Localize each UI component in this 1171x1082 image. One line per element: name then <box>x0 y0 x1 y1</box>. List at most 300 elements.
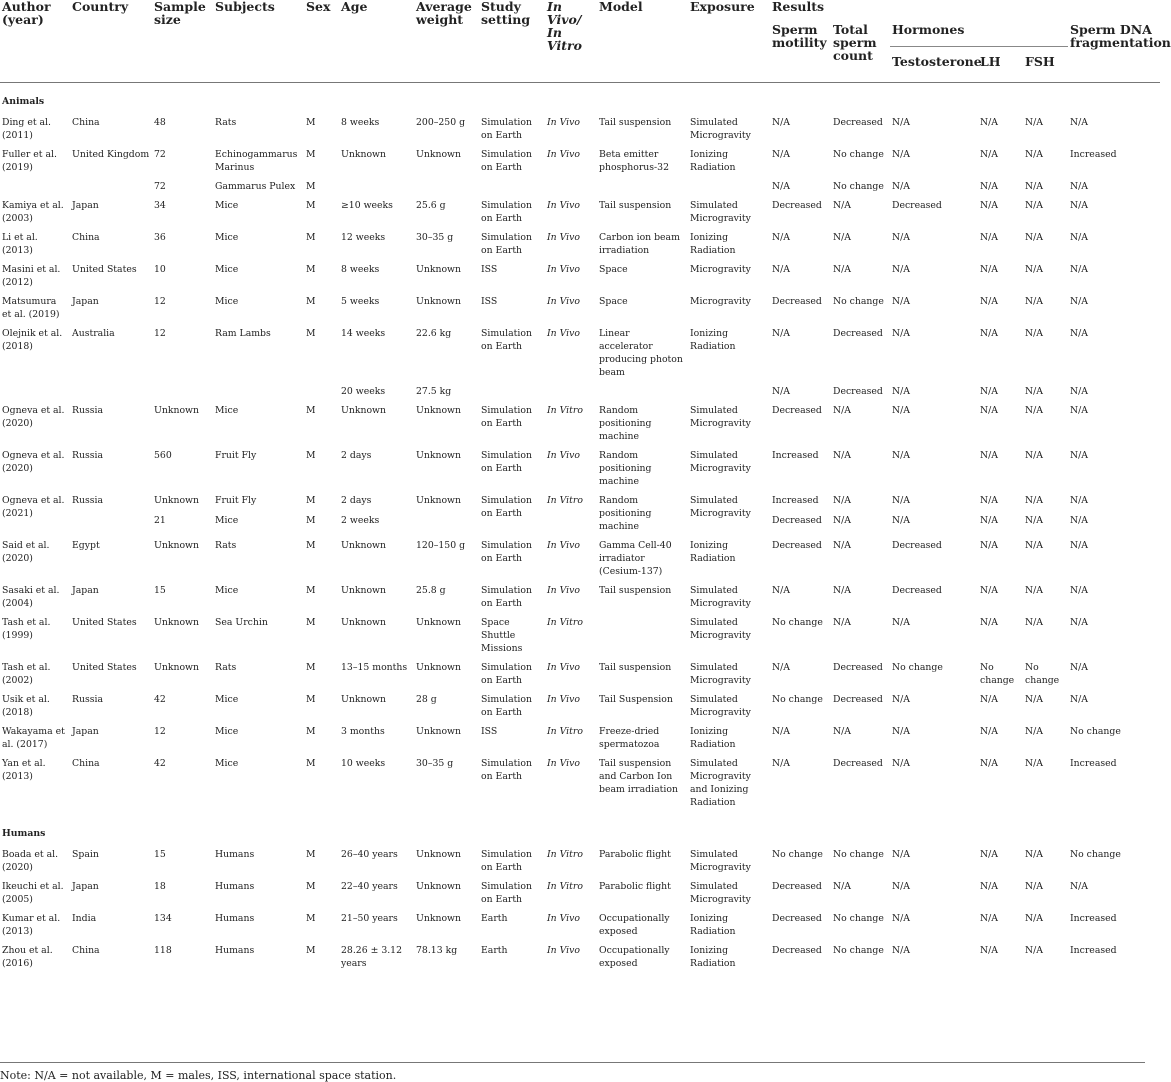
cell-age: 2 days <box>341 495 372 506</box>
cell-testosterone: Decreased <box>892 540 942 551</box>
cell-author: Tash et al. (1999) <box>2 617 51 641</box>
cell-setting: Simulation on Earth <box>481 540 532 564</box>
cell-sex: M <box>306 200 316 211</box>
cell-motility: N/A <box>772 149 790 160</box>
cell-subjects: Humans <box>215 945 255 956</box>
cell-model: Parabolic flight <box>599 849 671 860</box>
header-exposure: Exposure <box>690 0 755 14</box>
cell-exposure: Simulated Microgravity <box>690 694 751 718</box>
header-lh: LH <box>980 54 1001 69</box>
cell-lh: N/A <box>980 495 998 506</box>
cell-subjects: Fruit Fly <box>215 495 257 506</box>
cell-country: Spain <box>72 849 99 860</box>
cell-model: Tail Suspension <box>599 694 673 705</box>
cell-exposure: Simulated Microgravity <box>690 849 751 873</box>
cell-vivo-text: In Vivo <box>547 200 580 211</box>
cell-subjects: Mice <box>215 200 239 211</box>
cell-country: United States <box>72 264 137 275</box>
cell-sex: M <box>306 726 316 737</box>
cell-count: No change <box>833 296 884 307</box>
cell-subjects: Mice <box>215 232 239 243</box>
cell-setting: Simulation on Earth <box>481 328 532 352</box>
cell-fsh: N/A <box>1025 200 1043 211</box>
cell-fsh: N/A <box>1025 515 1043 527</box>
header-study-setting: Study setting <box>481 0 531 27</box>
cell-age: Unknown <box>341 540 386 551</box>
cell-exposure <box>688 385 770 404</box>
cell-model: Tail suspension <box>599 117 672 128</box>
cell-sample <box>152 385 213 404</box>
cell-lh: N/A <box>980 913 998 924</box>
cell-setting: Simulation on Earth <box>481 232 532 256</box>
cell-testosterone: Decreased <box>892 585 942 596</box>
cell-testosterone: N/A <box>892 181 910 192</box>
cell-age: 3 months <box>341 726 385 737</box>
cell-weight: Unknown <box>416 726 461 737</box>
cell-model <box>597 616 688 661</box>
cell-vivo-text: In Vivo <box>547 585 580 596</box>
cell-age: Unknown <box>341 694 386 705</box>
cell-exposure: Ionizing Radiation <box>690 945 736 969</box>
cell-fsh: N/A <box>1025 881 1043 892</box>
cell-vivo <box>545 148 597 180</box>
cell-setting: Simulation on Earth <box>481 881 532 905</box>
cell-fsh: N/A <box>1025 726 1043 737</box>
cell-exposure: Ionizing Radiation <box>690 232 736 256</box>
table-row <box>0 944 1160 976</box>
cell-setting: Simulation on Earth <box>481 117 532 141</box>
table-header <box>0 0 1171 83</box>
cell-age: 21–50 years <box>341 913 398 924</box>
cell-sex: M <box>306 181 316 192</box>
cell-dna: N/A <box>1070 405 1088 416</box>
cell-dna: Increased <box>1070 945 1117 956</box>
cell-country: Russia <box>72 405 104 416</box>
header-subjects: Subjects <box>215 0 275 14</box>
cell-vivo-text: In Vitro <box>547 726 583 737</box>
header-model: Model <box>599 0 643 14</box>
cell-age: 8 weeks <box>341 264 380 275</box>
cell-weight: Unknown <box>416 264 461 275</box>
cell-lh: N/A <box>980 617 998 628</box>
cell-count: N/A <box>833 405 851 416</box>
cell-subjects: Humans <box>215 881 255 892</box>
cell-author: Zhou et al. (2016) <box>2 945 53 969</box>
cell-motility: N/A <box>772 386 790 397</box>
cell-vivo <box>545 494 597 539</box>
cell-country: China <box>72 232 100 243</box>
cell-weight: 200–250 g <box>416 117 466 128</box>
cell-sample: 21 <box>154 515 166 527</box>
cell-dna: Increased <box>1070 149 1117 160</box>
cell-testosterone: N/A <box>892 264 910 275</box>
cell-count: Decreased <box>833 758 883 769</box>
cell-author: Tash et al. (2002) <box>2 662 51 686</box>
cell-sample: 12 <box>154 726 166 737</box>
cell-age: ≥10 weeks <box>341 200 393 211</box>
table-row <box>0 449 1160 494</box>
cell-subjects: Mice <box>215 758 239 769</box>
header-country: Country <box>72 0 129 14</box>
cell-sex: M <box>306 662 316 673</box>
cell-count: N/A <box>833 264 851 275</box>
cell-dna: N/A <box>1070 181 1088 192</box>
cell-weight: Unknown <box>416 495 461 506</box>
cell-lh: N/A <box>980 849 998 860</box>
section-label-humans: Humans <box>2 828 46 839</box>
cell-lh: N/A <box>980 149 998 160</box>
header-total-sperm-count: Total sperm count <box>833 22 877 63</box>
cell-count: N/A <box>833 450 851 461</box>
cell-setting: Simulation on Earth <box>481 585 532 609</box>
cell-country: Australia <box>72 328 115 339</box>
cell-weight: Unknown <box>416 849 461 860</box>
table-row <box>0 584 1160 616</box>
cell-model: Occupationally exposed <box>599 913 670 937</box>
cell-author: Olejnik et al. (2018) <box>2 328 63 352</box>
cell-lh: N/A <box>980 945 998 956</box>
cell-weight: 28 g <box>416 694 437 705</box>
cell-weight: 78.13 kg <box>416 945 458 956</box>
cell-fsh: N/A <box>1025 264 1043 275</box>
cell-fsh: No change <box>1025 662 1060 686</box>
cell-country: Russia <box>72 694 104 705</box>
cell-vivo <box>545 231 597 263</box>
cell-fsh: N/A <box>1025 585 1043 596</box>
cell-testosterone: N/A <box>892 849 910 860</box>
table-row <box>0 661 1160 693</box>
cell-country: China <box>72 758 100 769</box>
cell-vivo-text: In Vivo <box>547 913 580 924</box>
table-row <box>0 404 1160 449</box>
cell-vivo-text: In Vivo <box>547 694 580 705</box>
cell-country: Japan <box>72 296 99 307</box>
cell-fsh: N/A <box>1025 540 1043 551</box>
cell-testosterone: N/A <box>892 296 910 307</box>
header-dna-fragmentation: Sperm DNA fragmentation <box>1070 22 1171 50</box>
cell-author: Masini et al. (2012) <box>2 264 61 288</box>
cell-exposure: Ionizing Radiation <box>690 328 736 352</box>
cell-count: N/A <box>833 617 851 628</box>
cell-dna: N/A <box>1070 617 1088 628</box>
cell-sample: 134 <box>154 913 172 924</box>
cell-fsh: N/A <box>1025 450 1043 461</box>
cell-sex: M <box>306 117 316 128</box>
cell-motility: Decreased <box>772 200 822 211</box>
cell-lh: N/A <box>980 200 998 211</box>
table-row <box>0 494 1160 514</box>
cell-motility: N/A <box>772 726 790 737</box>
cell-fsh: N/A <box>1025 149 1043 160</box>
cell-model: Freeze-dried spermatozoa <box>599 726 660 750</box>
cell-testosterone: N/A <box>892 232 910 243</box>
cell-sex: M <box>306 945 316 956</box>
cell-weight: 25.8 g <box>416 585 446 596</box>
cell-vivo-text: In Vitro <box>547 617 583 628</box>
cell-fsh: N/A <box>1025 117 1043 128</box>
cell-subjects: Mice <box>215 515 239 527</box>
table-row <box>0 148 1160 180</box>
cell-author <box>0 385 70 404</box>
cell-sex: M <box>306 149 316 160</box>
cell-vivo <box>545 757 597 815</box>
cell-subjects: Mice <box>215 726 239 737</box>
cell-motility: Decreased <box>772 296 822 307</box>
cell-setting: Simulation on Earth <box>481 849 532 873</box>
cell-vivo <box>545 848 597 880</box>
cell-vivo <box>545 263 597 295</box>
cell-count: Decreased <box>833 386 883 397</box>
cell-count: No change <box>833 181 884 192</box>
cell-country: United Kingdom <box>72 149 150 160</box>
table-row <box>0 725 1160 757</box>
cell-sex: M <box>306 881 316 892</box>
cell-dna: N/A <box>1070 200 1088 211</box>
cell-sample: 48 <box>154 117 166 128</box>
cell-author: Boada et al. (2020) <box>2 849 59 873</box>
cell-testosterone: N/A <box>892 694 910 705</box>
cell-weight: Unknown <box>416 881 461 892</box>
cell-vivo-text: In Vivo <box>547 117 580 128</box>
cell-subjects: Mice <box>215 585 239 596</box>
cell-lh: N/A <box>980 881 998 892</box>
cell-count: No change <box>833 149 884 160</box>
cell-setting: Simulation on Earth <box>481 450 532 474</box>
cell-sample: Unknown <box>154 405 199 416</box>
cell-sex: M <box>306 450 316 461</box>
cell-dna: N/A <box>1070 515 1088 527</box>
cell-author: Li et al. (2013) <box>2 232 38 256</box>
cell-sample: Unknown <box>154 662 199 673</box>
cell-country: Russia <box>72 495 104 506</box>
cell-fsh: N/A <box>1025 386 1043 397</box>
cell-setting: Simulation on Earth <box>481 662 532 686</box>
cell-count: Decreased <box>833 328 883 339</box>
cell-fsh: N/A <box>1025 945 1043 956</box>
table-row <box>0 880 1160 912</box>
cell-dna: N/A <box>1070 264 1088 275</box>
cell-sample: 12 <box>154 328 166 339</box>
cell-sex: M <box>306 694 316 705</box>
header-sperm-motility: Sperm motility <box>772 22 827 50</box>
cell-sex: M <box>306 617 316 628</box>
cell-setting: Space Shuttle Missions <box>481 617 523 654</box>
cell-model: Random positioning machine <box>599 450 652 487</box>
header-sample-size: Sample size <box>154 0 206 27</box>
cell-subjects: Fruit Fly <box>215 450 257 461</box>
cell-setting <box>479 385 545 404</box>
cell-country <box>70 180 152 199</box>
cell-vivo <box>545 584 597 616</box>
cell-vivo-text: In Vivo <box>547 758 580 769</box>
cell-age: 28.26 ± 3.12 years <box>341 945 403 969</box>
cell-vivo <box>545 661 597 693</box>
cell-motility: Decreased <box>772 881 822 892</box>
cell-model <box>597 180 688 199</box>
table-row <box>0 757 1160 815</box>
cell-subjects: Mice <box>215 405 239 416</box>
cell-testosterone: N/A <box>892 495 910 506</box>
table-row <box>0 180 1160 199</box>
cell-exposure: Ionizing Radiation <box>690 726 736 750</box>
cell-testosterone: N/A <box>892 617 910 628</box>
cell-age: 14 weeks <box>341 328 386 339</box>
cell-sex: M <box>306 849 316 860</box>
cell-vivo-text: In Vivo <box>547 232 580 243</box>
cell-dna: N/A <box>1070 117 1088 128</box>
table-body <box>0 83 1160 977</box>
cell-vivo <box>545 180 597 199</box>
cell-vivo-text: In Vivo <box>547 328 580 339</box>
cell-country: United States <box>72 662 137 673</box>
cell-motility: N/A <box>772 328 790 339</box>
cell-exposure: Ionizing Radiation <box>690 913 736 937</box>
cell-dna: No change <box>1070 726 1121 737</box>
cell-sex: M <box>306 758 316 769</box>
cell-subjects <box>213 385 304 404</box>
cell-model: Parabolic flight <box>599 881 671 892</box>
cell-lh: N/A <box>980 405 998 416</box>
cell-sample: Unknown <box>154 495 199 506</box>
cell-lh: N/A <box>980 232 998 243</box>
cell-author: Ogneva et al. (2020) <box>2 450 65 474</box>
cell-dna: N/A <box>1070 450 1088 461</box>
cell-age: 20 weeks <box>341 386 386 397</box>
cell-setting: Simulation on Earth <box>481 758 532 782</box>
cell-model: Tail suspension <box>599 662 672 673</box>
cell-age <box>339 180 414 199</box>
cell-exposure: Microgravity <box>690 264 751 275</box>
cell-exposure: Simulated Microgravity <box>690 200 751 224</box>
cell-exposure: Simulated Microgravity <box>690 405 751 429</box>
cell-sample: 72 <box>154 149 166 160</box>
cell-dna: N/A <box>1070 296 1088 307</box>
cell-lh: N/A <box>980 758 998 769</box>
cell-author: Ogneva et al. (2021) <box>2 495 65 519</box>
cell-motility: Decreased <box>772 945 822 956</box>
cell-lh: N/A <box>980 540 998 551</box>
cell-author <box>0 180 70 199</box>
cell-model: Carbon ion beam irradiation <box>599 232 680 256</box>
header-sex: Sex <box>306 0 331 14</box>
cell-age: Unknown <box>341 617 386 628</box>
cell-count: N/A <box>833 540 851 551</box>
cell-dna: N/A <box>1070 495 1088 506</box>
section-label-animals: Animals <box>2 96 45 107</box>
cell-motility: Increased <box>772 495 819 506</box>
cell-lh: N/A <box>980 450 998 461</box>
cell-exposure: Simulated Microgravity <box>690 881 751 905</box>
cell-country: Japan <box>72 881 99 892</box>
header-fsh: FSH <box>1025 54 1055 69</box>
cell-model: Linear accelerator producing photon beam <box>599 328 683 378</box>
cell-sex: M <box>306 515 316 527</box>
cell-model: Tail suspension <box>599 200 672 211</box>
cell-lh: N/A <box>980 386 998 397</box>
cell-weight: Unknown <box>416 913 461 924</box>
cell-dna: N/A <box>1070 232 1088 243</box>
cell-vivo-text: In Vivo <box>547 540 580 551</box>
cell-weight: 25.6 g <box>416 200 446 211</box>
cell-count: No change <box>833 849 884 860</box>
cell-sex <box>304 385 339 404</box>
cell-exposure: Simulated Microgravity <box>690 662 751 686</box>
cell-subjects: Mice <box>215 296 239 307</box>
cell-age: 12 weeks <box>341 232 386 243</box>
header-author: Author (year) <box>2 0 51 27</box>
cell-author: Fuller et al. (2019) <box>2 149 57 173</box>
cell-vivo-text: In Vitro <box>547 881 583 892</box>
cell-testosterone: N/A <box>892 758 910 769</box>
cell-age: Unknown <box>341 585 386 596</box>
cell-fsh: N/A <box>1025 849 1043 860</box>
cell-weight: 120–150 g <box>416 540 466 551</box>
cell-subjects: Rats <box>215 540 237 551</box>
cell-subjects: Echinogammarus Marinus <box>215 149 298 173</box>
cell-vivo-text: In Vivo <box>547 264 580 275</box>
cell-exposure: Ionizing Radiation <box>690 149 736 173</box>
cell-exposure: Microgravity <box>690 296 751 307</box>
table-row <box>0 116 1160 148</box>
cell-model <box>597 385 688 404</box>
cell-lh: N/A <box>980 515 998 527</box>
cell-setting: Simulation on Earth <box>481 200 532 224</box>
cell-weight: Unknown <box>416 662 461 673</box>
cell-lh: N/A <box>980 264 998 275</box>
cell-model: Random positioning machine <box>599 405 652 442</box>
cell-dna: Increased <box>1070 913 1117 924</box>
cell-motility: Decreased <box>772 540 822 551</box>
cell-count: Decreased <box>833 117 883 128</box>
cell-subjects: Gammarus Pulex <box>215 181 296 192</box>
cell-model: Space <box>599 264 628 275</box>
cell-vivo <box>545 295 597 327</box>
cell-weight: 27.5 kg <box>416 386 452 397</box>
cell-motility: No change <box>772 694 823 705</box>
cell-setting: Earth <box>481 913 508 924</box>
cell-lh: N/A <box>980 726 998 737</box>
cell-sample: 36 <box>154 232 166 243</box>
cell-fsh: N/A <box>1025 495 1043 506</box>
cell-fsh: N/A <box>1025 758 1043 769</box>
cell-subjects: Rats <box>215 662 237 673</box>
cell-subjects: Mice <box>215 694 239 705</box>
cell-count: N/A <box>833 515 851 527</box>
cell-sample: Unknown <box>154 617 199 628</box>
table-row <box>0 616 1160 661</box>
cell-sample: 42 <box>154 758 166 769</box>
cell-sample: 10 <box>154 264 166 275</box>
table-row <box>0 912 1160 944</box>
cell-country: Japan <box>72 585 99 596</box>
cell-weight: Unknown <box>416 405 461 416</box>
cell-setting: Simulation on Earth <box>481 495 532 519</box>
table-row <box>0 231 1160 263</box>
cell-age: 5 weeks <box>341 296 380 307</box>
cell-motility: N/A <box>772 117 790 128</box>
cell-exposure <box>688 180 770 199</box>
cell-weight: Unknown <box>416 450 461 461</box>
cell-exposure: Simulated Microgravity <box>690 117 751 141</box>
header-results: Results <box>772 0 825 14</box>
table-note: Note: N/A = not available, M = males, ISS, international space station. <box>0 1062 1145 1082</box>
cell-dna: N/A <box>1070 328 1088 339</box>
cell-subjects: Rats <box>215 117 237 128</box>
cell-count: N/A <box>833 232 851 243</box>
cell-sample: 118 <box>154 945 172 956</box>
table-row <box>0 199 1160 231</box>
cell-model: Beta emitter phosphorus-32 <box>599 149 670 173</box>
